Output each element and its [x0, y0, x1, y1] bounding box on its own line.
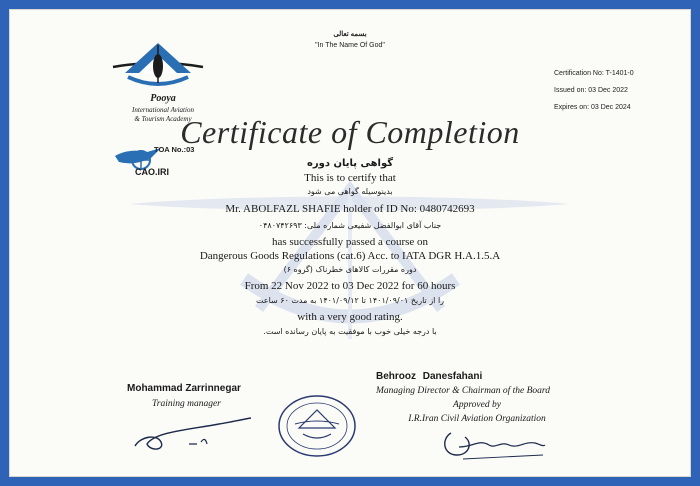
in-the-name-of-god: "In The Name Of God" [315, 42, 385, 49]
rating-text: with a very good rating. [297, 311, 403, 323]
cao-toa-number: TOA No.:03 [154, 145, 195, 154]
holder-text: Mr. ABOLFAZL SHAFIE holder of ID No: 0480742693 [225, 203, 475, 215]
course-dates-persian: را از تاریخ ۱۴۰۱/۰۹/۰۱ تا ۱۴۰۱/۰۹/۱۲ به مدت ۶۰ ساعت [255, 296, 445, 305]
certificate-paper [9, 9, 691, 477]
course-name: Dangerous Goods Regulations (cat.6) Acc. to IATA DGR H.A.1.5.A [199, 250, 501, 262]
cao-label: CAO.IRI [135, 167, 170, 177]
training-manager-signature [127, 414, 257, 454]
training-manager-title: Training manager [152, 399, 221, 409]
certify-text-persian: بدینوسیله گواهی می شود [307, 187, 393, 196]
expires-date: Expires on: 03 Dec 2024 [554, 104, 631, 111]
pooya-academy-logo [103, 33, 213, 91]
managing-director-name: Behrooz Danesfahani [376, 371, 483, 382]
basmala: بسمه تعالی [333, 31, 367, 38]
academy-subtitle-line1: International Aviation [132, 106, 194, 114]
academy-subtitle-line2: & Tourism Academy [134, 115, 192, 123]
approving-organization: I.R.Iran Civil Aviation Organization [408, 414, 546, 424]
rating-text-persian: با درجه خیلی خوب با موفقیت به پایان رسانده است. [263, 327, 437, 336]
course-dates: From 22 Nov 2022 to 03 Dec 2022 for 60 hours [244, 280, 456, 292]
certificate-title: Certificate of Completion [180, 114, 520, 150]
academy-name: Pooya [150, 93, 176, 104]
course-name-persian: دوره مقررات کالاهای خطرناک (گروه ۶) [283, 265, 417, 274]
holder-text-persian: جناب آقای ابوالفضل شفیعی شماره ملی: ۰۴۸۰۷۴۲۶۹۳ [258, 221, 442, 230]
managing-director-title: Managing Director & Chairman of the Board [376, 386, 550, 396]
issued-date: Issued on: 03 Dec 2022 [554, 87, 628, 94]
managing-director-signature [439, 425, 549, 463]
certification-number: Certification No: T-1401-0 [554, 70, 634, 77]
approved-by: Approved by [453, 400, 501, 410]
academy-stamp [277, 394, 357, 458]
certify-text: This is to certify that [304, 172, 396, 184]
certificate-title-persian: گواهی پایان دوره [306, 158, 394, 169]
training-manager-name: Mohammad Zarrinnegar [127, 383, 241, 394]
passed-text: has successfully passed a course on [271, 236, 429, 248]
